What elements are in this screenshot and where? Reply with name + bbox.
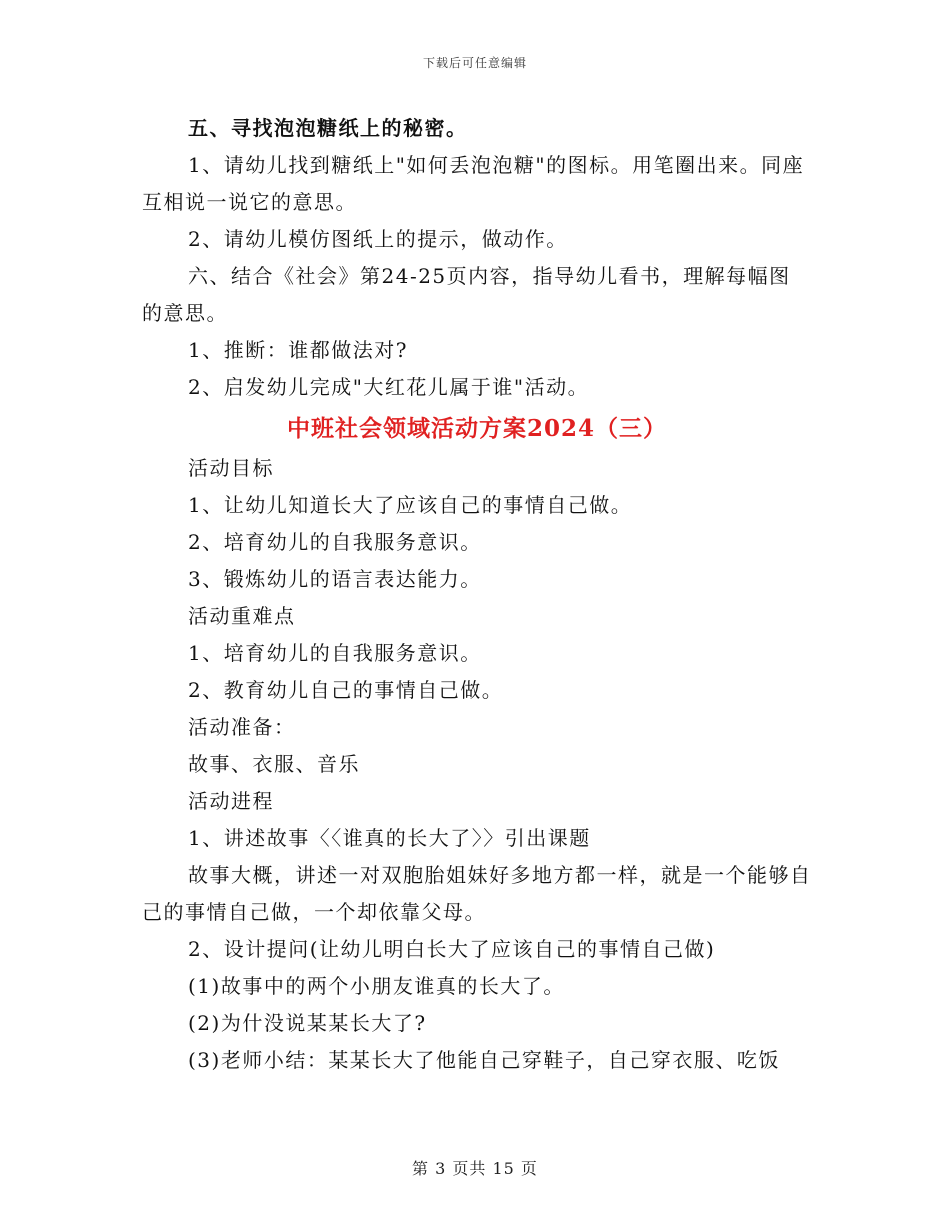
section-title: 中班社会领域活动方案2024（三） — [286, 415, 667, 442]
paragraph: 1、请幼儿找到糖纸上"如何丢泡泡糖"的图标。用笔圈出来。同座互相说一说它的意思。 — [142, 153, 805, 214]
paragraph: (3)老师小结：某某长大了他能自己穿鞋子，自己穿衣服、吃饭 — [188, 1048, 780, 1072]
page-header: 下载后可任意编辑 — [422, 56, 527, 70]
document-body — [142, 110, 812, 1079]
paragraph: 故事大概，讲述一对双胞胎姐妹好多地方都一样，就是一个能够自己的事情自己做，一个却依靠父母。 — [142, 863, 812, 924]
paragraph: 活动目标 — [188, 456, 274, 480]
paragraph: 3、锻炼幼儿的语言表达能力。 — [188, 567, 482, 591]
paragraph: 1、讲述故事〈〈谁真的长大了〉〉引出课题 — [188, 826, 591, 850]
paragraph: 活动重难点 — [188, 604, 296, 628]
paragraph: 2、请幼儿模仿图纸上的提示，做动作。 — [188, 227, 568, 251]
paragraph: 1、让幼儿知道长大了应该自己的事情自己做。 — [188, 493, 633, 517]
page-footer: 第 3 页共 15 页 — [412, 1159, 538, 1178]
paragraph: (2)为什没说某某长大了? — [188, 1011, 427, 1035]
paragraph: 2、培育幼儿的自我服务意识。 — [188, 530, 482, 554]
paragraph: 2、设计提问(让幼儿明白长大了应该自己的事情自己做) — [188, 937, 716, 961]
paragraph: 2、教育幼儿自己的事情自己做。 — [188, 678, 504, 702]
paragraph: 2、启发幼儿完成"大红花儿属于谁"活动。 — [188, 375, 590, 399]
paragraph: (1)故事中的两个小朋友谁真的长大了。 — [188, 974, 565, 998]
paragraph: 1、推断：谁都做法对? — [188, 338, 408, 362]
paragraph: 六、结合《社会》第24-25页内容，指导幼儿看书，理解每幅图的意思。 — [142, 264, 791, 325]
paragraph: 活动准备： — [188, 715, 296, 739]
paragraph: 故事、衣服、音乐 — [188, 752, 360, 776]
paragraph: 活动进程 — [188, 789, 274, 813]
paragraph: 1、培育幼儿的自我服务意识。 — [188, 641, 482, 665]
paragraph: 五、寻找泡泡糖纸上的秘密。 — [188, 116, 468, 140]
